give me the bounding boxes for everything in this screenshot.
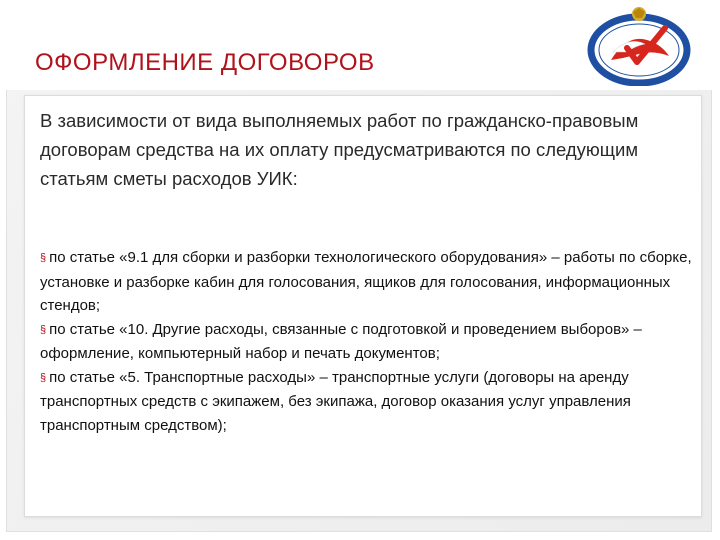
article-reference: по статье «10. Другие расходы, связанные с подготовкой и проведением выборов» — [49, 320, 630, 338]
article-reference: по статье «9.1 для сборки и разборки технологического оборудования» — [49, 249, 548, 266]
article-description: – работы по сборке, установке и разборке кабин для голосования, ящиков для голосования, информационных стендов; — [40, 249, 692, 314]
bullet-marker: § — [40, 371, 47, 384]
election-commission-emblem-icon — [587, 6, 691, 86]
intro-paragraph: В зависимости от вида выполняемых работ по гражданско-правовым договорам средства на их оплату предусматриваются по следующим статьям сметы расходов УИК: — [40, 110, 639, 189]
list-item — [40, 366, 700, 438]
article-description: – транспортные услуги (договоры на аренду транспортных средств с экипажем, без экипажа, договор оказания услуг управления транспортным средством); — [40, 368, 631, 434]
article-list — [40, 246, 700, 437]
bullet-marker: § — [40, 323, 47, 336]
page-title: ОФОРМЛЕНИЕ ДОГОВОРОВ — [35, 49, 375, 76]
article-reference: по статье «5. Транспортные расходы» — [49, 368, 316, 386]
list-item — [40, 246, 700, 318]
list-item — [40, 318, 700, 366]
article-description: – оформление, компьютерный набор и печать документов; — [40, 320, 642, 362]
bullet-marker: § — [40, 252, 47, 264]
